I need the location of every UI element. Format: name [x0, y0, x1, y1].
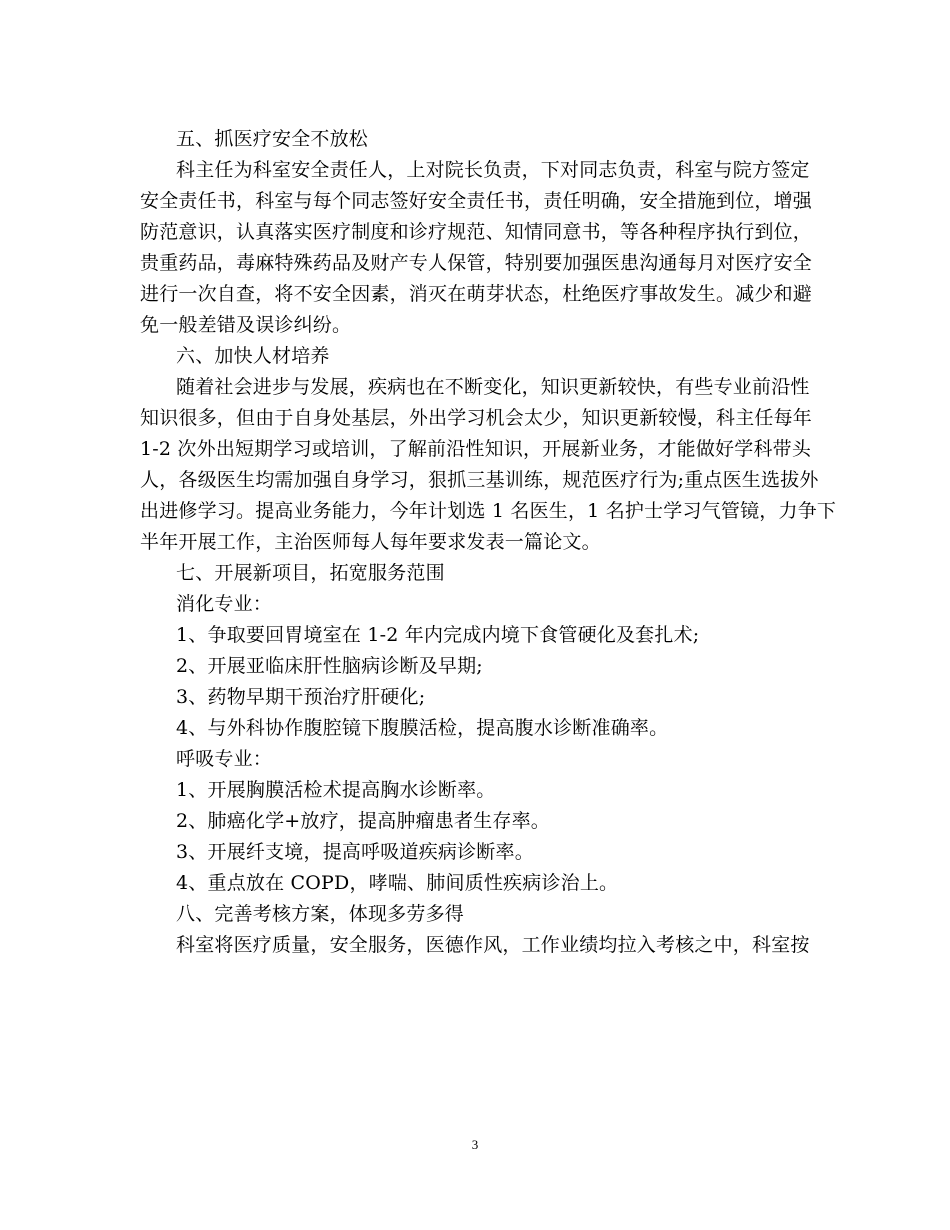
- paragraph-line: 随着社会进步与发展，疾病也在不断变化，知识更新较快，有些专业前沿性: [176, 376, 810, 398]
- list-item: 4、重点放在 COPD，哮喘、肺间质性疾病诊治上。: [176, 872, 619, 894]
- page-number: 3: [471, 1137, 479, 1152]
- paragraph-line: 人，各级医生均需加强自身学习，狠抓三基训练，规范医疗行为;重点医生选拔外: [140, 469, 819, 491]
- document-body: [140, 124, 837, 961]
- paragraph-line: 出进修学习。提高业务能力，今年计划选 1 名医生，1 名护士学习气管镜，力争下: [140, 500, 837, 522]
- section-heading-8: 八、完善考核方案，体现多劳多得: [176, 903, 465, 925]
- subsection-heading-respiratory: 呼吸专业：: [176, 748, 273, 770]
- list-item: 2、肺癌化学+放疗，提高肿瘤患者生存率。: [176, 810, 551, 832]
- section-heading-7: 七、开展新项目，拓宽服务范围: [176, 562, 445, 584]
- paragraph-line: 半年开展工作，主治医师每人每年要求发表一篇论文。: [140, 531, 601, 553]
- paragraph-line: 1-2 次外出短期学习或培训，了解前沿性知识，开展新业务，才能做好学科带头: [140, 438, 812, 460]
- paragraph-line: 防范意识，认真落实医疗制度和诊疗规范、知情同意书，等各种程序执行到位，: [140, 221, 813, 243]
- section-heading-6: 六、加快人材培养: [176, 345, 330, 367]
- list-item: 4、与外科协作腹腔镜下腹膜活检，提高腹水诊断准确率。: [176, 717, 669, 739]
- list-item: 3、药物早期干预治疗肝硬化;: [176, 686, 426, 708]
- paragraph-line: 知识很多，但由于自身处基层，外出学习机会太少，知识更新较慢，科主任每年: [140, 407, 813, 429]
- list-item: 3、开展纤支境，提高呼吸道疾病诊断率。: [176, 841, 534, 863]
- paragraph-line: 科室将医疗质量，安全服务，医德作风，工作业绩均拉入考核之中，科室按: [176, 934, 810, 956]
- subsection-heading-digestive: 消化专业：: [176, 593, 273, 615]
- paragraph-line: 免一般差错及误诊纠纷。: [140, 314, 352, 336]
- list-item: 1、争取要回胃境室在 1-2 年内完成内境下食管硬化及套扎术;: [176, 624, 700, 646]
- paragraph-line: 贵重药品，毒麻特殊药品及财产专人保管，特别要加强医患沟通每月对医疗安全: [140, 252, 813, 274]
- paragraph-line: 安全责任书，科室与每个同志签好安全责任书，责任明确，安全措施到位，增强: [140, 190, 813, 212]
- paragraph-line: 进行一次自查，将不安全因素，消灭在萌芽状态，杜绝医疗事故发生。减少和避: [140, 283, 813, 305]
- list-item: 2、开展亚临床肝性脑病诊断及早期;: [176, 655, 483, 677]
- paragraph-line: 科主任为科室安全责任人，上对院长负责，下对同志负责，科室与院方签定: [176, 159, 810, 181]
- list-item: 1、开展胸膜活检术提高胸水诊断率。: [176, 779, 496, 801]
- section-heading-5: 五、抓医疗安全不放松: [176, 128, 369, 150]
